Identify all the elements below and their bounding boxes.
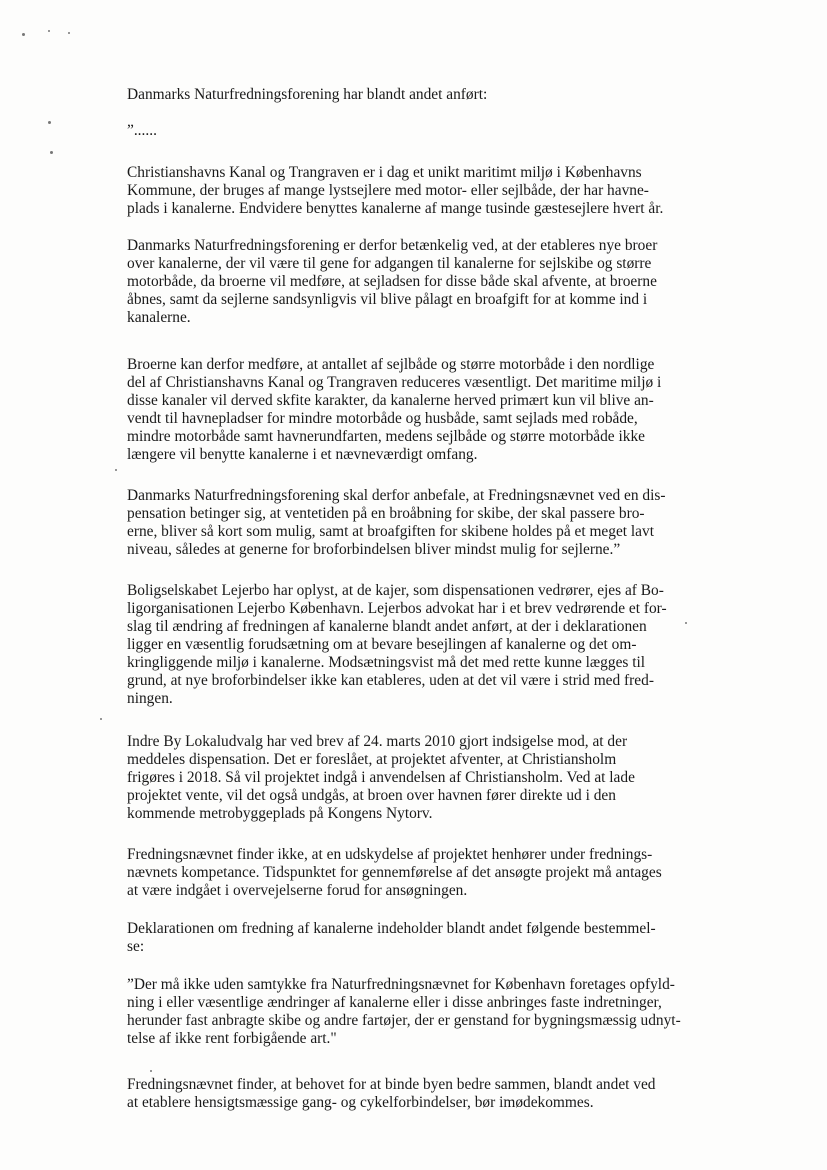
text-line: vendt til havnepladser for mindre motorbåde og husbåde, samt sejlads med robåde, (127, 410, 638, 427)
scan-speck (48, 121, 51, 124)
text-line: ning i eller væsentlige ændringer af kanalerne eller i disse anbringes faste indretninger, (127, 994, 662, 1011)
paragraph-3 (127, 356, 695, 464)
text-line: herunder fast anbragte skibe og andre fartøjer, der er genstand for bygningsmæssig udnyt- (127, 1012, 681, 1029)
text-line: ”...... (127, 122, 157, 139)
paragraph-10 (127, 1076, 695, 1112)
quote-opening (127, 122, 695, 140)
text-line: Danmarks Naturfredningsforening har blandt andet anført: (127, 86, 488, 103)
text-line: telse af ikke rent forbigående art." (127, 1030, 337, 1047)
scan-speck (50, 151, 53, 154)
text-line: kringliggende miljø i kanalerne. Modsætningsvist må det med rette kunne lægges til (127, 654, 646, 671)
text-line: at være indgået i overvejelserne forud for ansøgningen. (127, 882, 468, 899)
text-line: slag til ændring af fredningen af kanalerne blandt andet anført, at der i deklarationen (127, 618, 647, 635)
text-line: Deklarationen om fredning af kanalerne indeholder blandt andet følgende bestemmel- (127, 920, 656, 937)
text-line: Christianshavns Kanal og Trangraven er i dag et unikt maritimt miljø i Københavns (127, 164, 642, 181)
text-line: over kanalerne, der vil være til gene for adgangen til kanalerne for sejlskibe og større (127, 255, 652, 272)
scan-speck (115, 469, 117, 471)
text-line: ligorganisationen Lejerbo København. Lejerbos advokat har i et brev vedrørende et for- (127, 600, 667, 617)
text-line: mindre motorbåde samt havnerundfarten, medens sejlbåde og større motorbåde ikke (127, 428, 645, 445)
text-line: pensation betinger sig, at ventetiden på en broåbning for skibe, der skal passere bro- (127, 505, 645, 522)
text-line: at etablere hensigtsmæssige gang- og cykelforbindelser, bør imødekommes. (127, 1094, 594, 1111)
text-line: se: (127, 938, 145, 955)
paragraph-6 (127, 733, 695, 823)
text-line: Broerne kan derfor medføre, at antallet af sejlbåde og større motorbåde i den nordlige (127, 356, 655, 373)
text-line: Kommune, der bruges af mange lystsejlere med motor- eller sejlbåde, der har havne- (127, 182, 649, 199)
text-line: Indre By Lokaludvalg har ved brev af 24. marts 2010 gjort indsigelse mod, at der (127, 733, 628, 750)
text-line: meddeles dispensation. Det er foreslået, at projektet afventer, at Christiansholm (127, 751, 617, 768)
text-line: disse kanaler vil derved skfite karakter, da kanalerne herved primært kun vil blive an- (127, 392, 654, 409)
text-line: ”Der må ikke uden samtykke fra Naturfredningsnævnet for København foretages opfyld- (127, 976, 675, 993)
text-line: frigøres i 2018. Så vil projektet indgå i anvendelsen af Christiansholm. Ved at lade (127, 769, 635, 786)
text-line: kanalerne. (127, 309, 191, 326)
text-line: ningen. (127, 690, 173, 707)
scan-speck (68, 32, 70, 34)
paragraph-4 (127, 487, 695, 559)
text-line: grund, at nye broforbindelser ikke kan etableres, uden at det vil være i strid med fred- (127, 672, 654, 689)
text-line: kommende metrobyggeplads på Kongens Nytorv. (127, 805, 433, 822)
scan-speck (150, 1070, 152, 1072)
paragraph-7 (127, 846, 695, 900)
text-line: del af Christianshavns Kanal og Trangraven reduceres væsentligt. Det maritime miljø i (127, 374, 662, 391)
text-line: nævnets kompetance. Tidspunktet for gennemførelse af det ansøgte projekt må antages (127, 864, 662, 881)
text-line: erne, bliver så kort som mulig, samt at broafgiften for skibene holdes på et meget lavt (127, 523, 654, 540)
text-line: åbnes, samt da sejlerne sandsynligvis vil blive pålagt en broafgift for at komme ind i (127, 291, 648, 308)
text-line: Fredningsnævnet finder ikke, at en udskydelse af projektet henhører under frednings- (127, 846, 653, 863)
paragraph-2 (127, 237, 695, 327)
text-line: ligger en væsentlig forudsætning om at bevare besejlingen af kanalerne og det om- (127, 636, 637, 653)
text-line: Danmarks Naturfredningsforening er derfor betænkelig ved, at der etableres nye broer (127, 237, 658, 254)
paragraph-8 (127, 920, 695, 956)
scan-speck (48, 30, 50, 32)
paragraph-9-quote (127, 976, 695, 1048)
text-line: plads i kanalerne. Endvidere benyttes kanalerne af mange tusinde gæstesejlere hvert år. (127, 200, 664, 217)
text-line: niveau, således at generne for broforbindelsen bliver mindst mulig for sejlerne.” (127, 541, 621, 558)
text-line: projektet vente, vil det også undgås, at broen over havnen fører direkte ud i den (127, 787, 616, 804)
paragraph-5 (127, 582, 695, 708)
intro-paragraph (127, 86, 695, 104)
text-line: længere vil benytte kanalerne i et nævneværdigt omfang. (127, 446, 478, 463)
text-line: Boligselskabet Lejerbo har oplyst, at de kajer, som dispensationen vedrører, ejes af Bo- (127, 582, 664, 599)
scan-speck (22, 33, 25, 36)
scan-speck (100, 718, 102, 720)
text-line: motorbåde, da broerne vil medføre, at sejladsen for disse både skal afvente, at broerne (127, 273, 657, 290)
paragraph-1 (127, 164, 695, 218)
text-line: Danmarks Naturfredningsforening skal derfor anbefale, at Fredningsnævnet ved en dis- (127, 487, 666, 504)
text-line: Fredningsnævnet finder, at behovet for at binde byen bedre sammen, blandt andet ved (127, 1076, 656, 1093)
